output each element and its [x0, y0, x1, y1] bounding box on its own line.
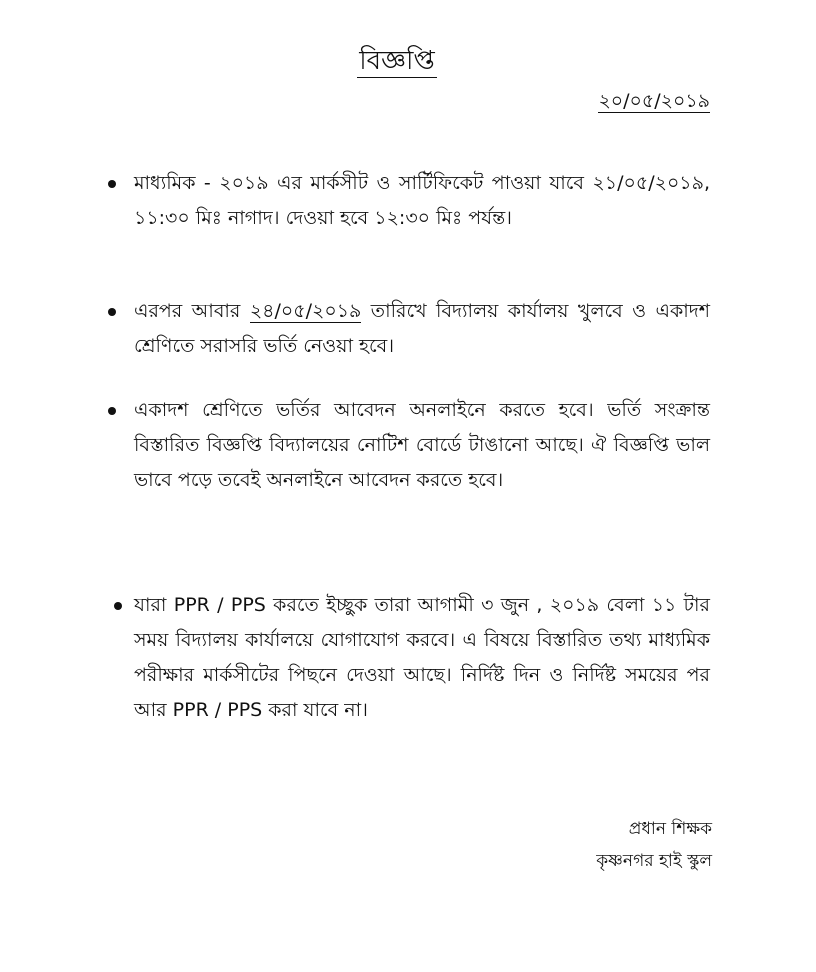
notice-item-online-admission	[134, 393, 710, 498]
notice-item-office-open	[134, 294, 710, 364]
notice-item-marksheet	[134, 166, 710, 236]
notice-title-text: বিজ্ঞপ্তি	[359, 46, 435, 76]
notice-date	[560, 86, 710, 116]
bullet-icon	[114, 602, 122, 610]
bullet-icon	[108, 407, 116, 415]
bullet-icon	[108, 308, 116, 316]
notice-item-text-before: এরপর আবার	[134, 300, 250, 322]
notice-item-text: একাদশ শ্রেণিতে ভর্তির আবেদন অনলাইনে করতে হবে। ভর্তি সংক্রান্ত বিস্তারিত বিজ্ঞপ্তি বিদ্যালয়ের নোটিশ বোর্ডে টাঙানো আছে। ঐ বিজ্ঞপ্তি ভাল ভাবে পড়ে তবেই অনলাইনে আবেদন করতে হবে।	[134, 399, 710, 491]
notice-title	[0, 44, 794, 78]
notice-item-text: যারা PPR / PPS করতে ইচ্ছুক তারা আগামী ৩ জুন , ২০১৯ বেলা ১১ টার সময় বিদ্যালয় কার্যালয়ে যোগাযোগ করবে। এ বিষয়ে বিস্তারিত তথ্য মাধ্যমিক পরীক্ষার মার্কসীটের পিছনে দেওয়া আছে। নির্দিষ্ট দিন ও নির্দিষ্ট সময়ের পর আর PPR / PPS করা যাবে না।	[134, 594, 710, 721]
notice-date-text: ২০/০৫/২০১৯	[598, 90, 710, 112]
signature-school: কৃষ্ণনগর হাই স্কুল	[596, 851, 712, 871]
highlighted-date: ২৪/০৫/২০১৯	[249, 300, 362, 322]
notice-item-text: মাধ্যমিক - ২০১৯ এর মার্কসীট ও সার্টিফিকেট পাওয়া যাবে ২১/০৫/২০১৯, ১১:৩০ মিঃ নাগাদ। দেওয়া হবে ১২:৩০ মিঃ পর্যন্ত।	[134, 172, 710, 229]
bullet-icon	[108, 180, 116, 188]
notice-item-ppr-pps	[134, 588, 710, 728]
signature-designation: প্রধান শিক্ষক	[628, 819, 712, 839]
notice-item-text-after: তারিখে বিদ্যালয় কার্যালয় খুলবে ও একাদশ শ্রেণিতে সরাসরি ভর্তি নেওয়া হবে।	[134, 300, 711, 357]
